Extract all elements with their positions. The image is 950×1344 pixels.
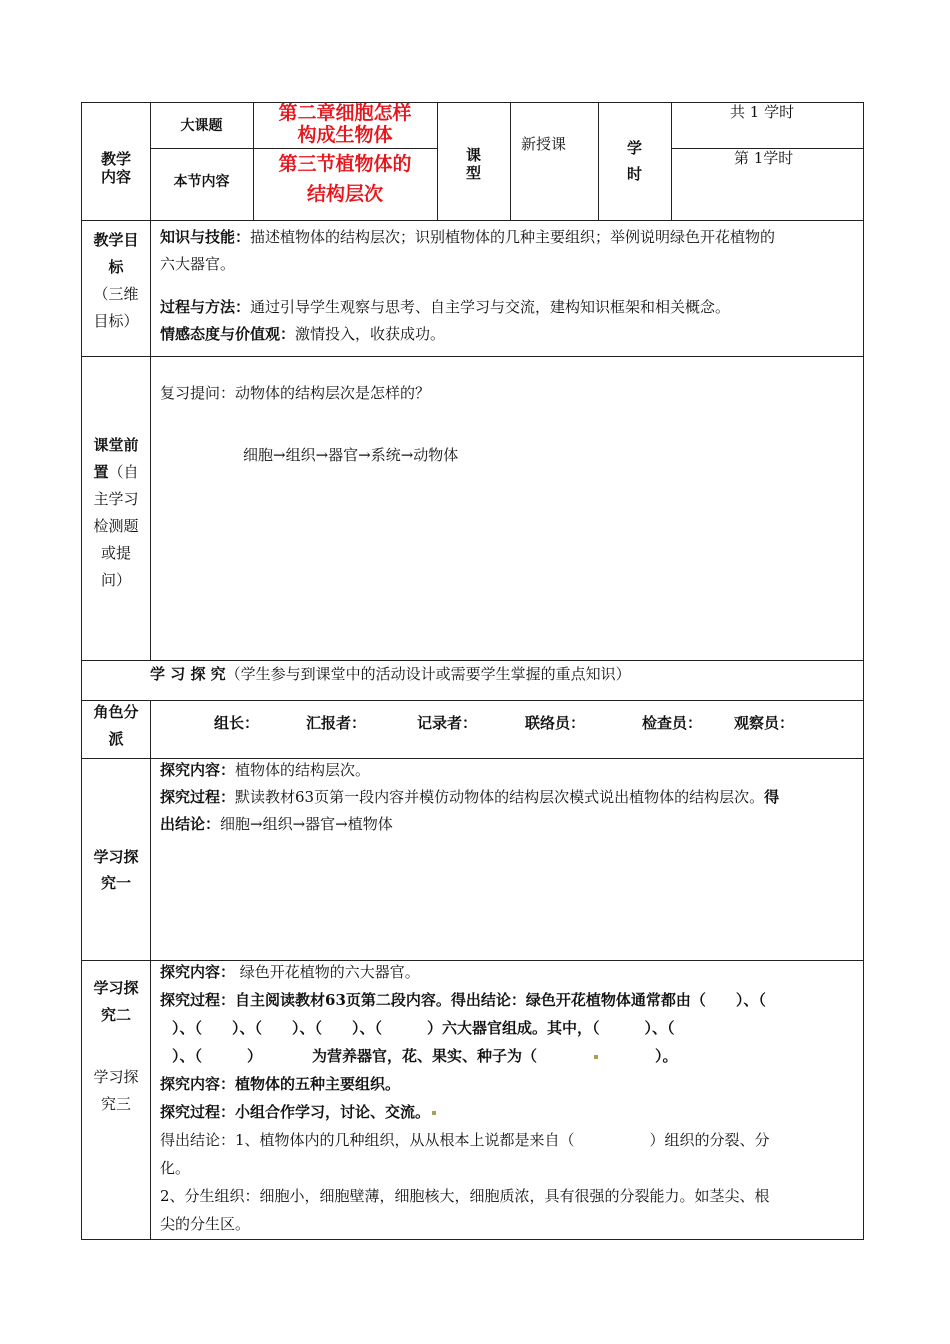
role-reporter: 汇报者：	[306, 714, 367, 732]
role-leader: 组长：	[214, 714, 260, 732]
explore-one-content: 探究内容：植物体的结构层次。 探究过程：默读教材63页第一段内容并模仿动物体的结构层次模式说出植物体的结构层次。得 出结论：细胞→组织→器官→植物体	[160, 761, 780, 833]
explore-two-label: 学习探 究二	[93, 979, 139, 1024]
current-hour: 第 1学时	[734, 149, 794, 167]
total-hours: 共 1 学时	[730, 103, 795, 121]
role-liaison: 联络员：	[525, 714, 586, 732]
lesson-type-label: 课 型	[465, 146, 481, 182]
pre-class-question: 复习提问：动物体的结构层次是怎样的？	[160, 384, 431, 402]
marker-dot	[432, 1111, 436, 1115]
explore-one-label: 学习探 究一	[93, 848, 139, 892]
pre-class-label: 课堂前 置（自 主学习 检测题 或提 问）	[93, 436, 139, 589]
section-value: 第三节植物体的 结构层次	[278, 153, 412, 205]
explore-header: 学 习 探 究（学生参与到课堂中的活动设计或需要学生掌握的重点知识）	[150, 665, 631, 683]
pre-class-answer: 细胞→组织→器官→系统→动物体	[243, 446, 459, 464]
roles-label: 角色分 派	[93, 703, 139, 748]
role-recorder: 记录者：	[417, 714, 478, 732]
big-topic-label: 大课题	[180, 118, 223, 134]
teaching-content-label: 教学内容	[100, 150, 131, 186]
marker-dot	[594, 1055, 598, 1059]
role-observer: 观察员：	[734, 714, 795, 732]
objectives-content: 知识与技能：描述植物体的结构层次；识别植物体的几种主要组织；举例说明绿色开花植物的 六大器官。 过程与方法：通过引导学生观察与思考、自主学习与交流，建构知识框架和相关概念。 情感态度与价值观：激情投入，收获成功。	[160, 228, 776, 343]
lesson-type-value: 新授课	[521, 135, 567, 153]
hours-label: 学 时	[626, 139, 642, 183]
section-label: 本节内容	[173, 174, 230, 190]
explore-two-content: 探究内容： 绿色开花植物的六大器官。 探究过程：自主阅读教材63页第二段内容。得出结论：绿色开花植物体通常都由（ ）、（ ）、（ ）、（ ）、（ ）、（ ）六大器官组成。其中，（ ）、（ ）、（ ） 为营养器官，花、果实、种子为（ ）。 探究内容：植物体的五种主要组织。 探究过程：小组合作学习，讨论、交流。 得出结论：1、植物体内的几种组织，从从根本上说都是来自（ ）组织的分裂、分 化。 2、分生组织：细胞小，细胞壁薄，细胞核大，细胞质浓，具有很强的分裂能力。如茎尖、根 尖的分生区。	[160, 963, 770, 1233]
explore-three-label: 学习探 究三	[93, 1068, 139, 1113]
role-checker: 检查员：	[642, 714, 703, 732]
objectives-label: 教学目 标 （三维 目标）	[93, 231, 139, 330]
big-topic-value: 第二章细胞怎样 构成生物体	[278, 102, 412, 146]
